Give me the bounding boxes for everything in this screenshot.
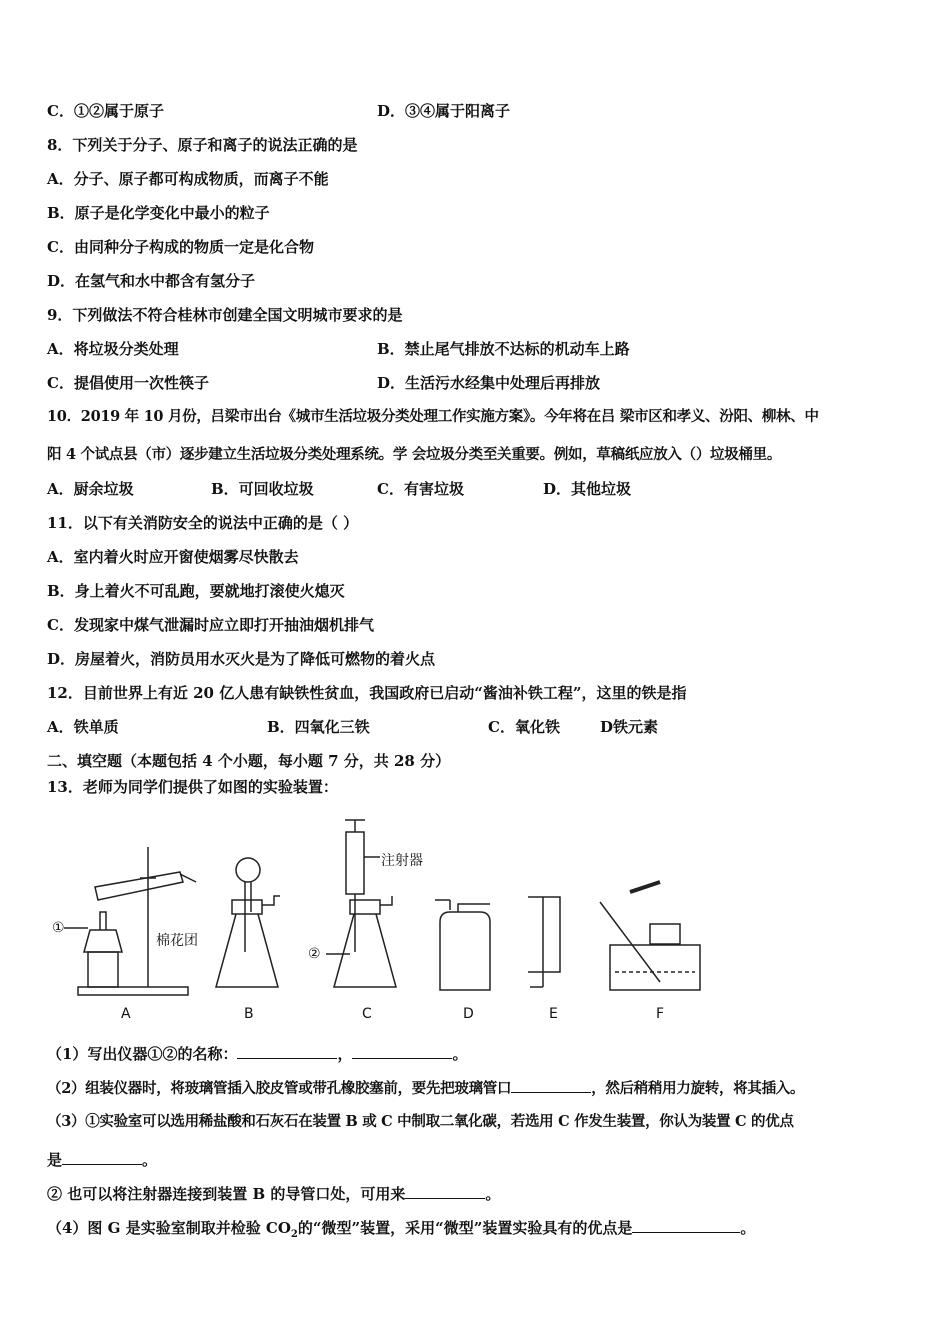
- q10-option-c: C．有害垃圾: [377, 480, 464, 498]
- q10-stem-line2: 阳 4 个试点县（市）逐步建立生活垃圾分类处理系统。学 会垃圾分类至关重要。例如，草稿纸应放入（）垃圾桶里。: [47, 446, 782, 463]
- q11-option-d: D．房屋着火，消防员用水灭火是为了降低可燃物的着火点: [47, 650, 436, 668]
- q7-option-d: D．③④属于阳离子: [377, 102, 511, 120]
- q9-option-d: D．生活污水经集中处理后再排放: [377, 374, 601, 392]
- q7-option-c: C．①②属于原子: [47, 102, 164, 120]
- figure-caption-e: E: [549, 1006, 558, 1022]
- apparatus-e: [528, 897, 560, 987]
- apparatus-a: [64, 847, 196, 995]
- q13-part4-text2: 的“微型”装置，采用“微型”装置实验具有的优点是: [297, 1219, 633, 1237]
- answer-blank-1[interactable]: [237, 1044, 337, 1059]
- figure-label-2: ②: [308, 946, 321, 962]
- answer-blank-5[interactable]: [405, 1184, 485, 1199]
- q13-part3-line2: [47, 1150, 157, 1170]
- q13-part3-sub2-end: 。: [485, 1185, 501, 1203]
- q13-part1-text: （1）写出仪器①②的名称：: [47, 1045, 238, 1063]
- q10-option-a: A．厨余垃圾: [47, 480, 134, 498]
- q9-option-a: A．将垃圾分类处理: [47, 340, 179, 358]
- section-2-heading: 二、填空题（本题包括 4 个小题，每小题 7 分，共 28 分）: [47, 752, 451, 770]
- q11-option-c: C．发现家中煤气泄漏时应立即打开抽油烟机排气: [47, 616, 374, 634]
- q13-part1: [47, 1044, 467, 1064]
- answer-blank-3[interactable]: [511, 1078, 591, 1093]
- q9-option-b: B．禁止尾气排放不达标的机动车上路: [377, 340, 630, 358]
- q8-option-a: A．分子、原子都可构成物质，而离子不能: [47, 170, 329, 188]
- q13-part2-text: （2）组装仪器时，将玻璃管插入胶皮管或带孔橡胶塞前，要先把玻璃管口: [47, 1080, 512, 1097]
- q12-stem: 12．目前世界上有近 20 亿人患有缺铁性贫血，我国政府已启动“酱油补铁工程”，这里的铁是指: [47, 684, 687, 702]
- apparatus-f: [600, 882, 700, 990]
- q8-option-d: D．在氢气和水中都含有氢分子: [47, 272, 256, 290]
- q10-option-b: B．可回收垃圾: [211, 480, 314, 498]
- apparatus-figure: [40, 812, 720, 1002]
- figure-caption-f: F: [656, 1006, 665, 1022]
- q12-option-a: A．铁单质: [47, 718, 119, 736]
- q13-part2-end: ，然后稍稍用力旋转，将其插入。: [591, 1080, 805, 1097]
- q13-part3-sub2-text: ② 也可以将注射器连接到装置 B 的导管口处，可用来: [47, 1185, 406, 1203]
- q13-part4-text: （4）图 G 是实验室制取并检验 CO: [47, 1219, 291, 1237]
- q12-option-b: B．四氧化三铁: [267, 718, 370, 736]
- q9-option-c: C．提倡使用一次性筷子: [47, 374, 209, 392]
- figure-label-syringe: 注射器: [381, 853, 423, 869]
- q13-stem: 13．老师为同学们提供了如图的实验装置：: [47, 778, 338, 796]
- apparatus-d: [435, 900, 490, 990]
- apparatus-b: [216, 858, 280, 987]
- figure-label-cotton: 棉花团: [156, 933, 198, 949]
- figure-caption-c: C: [362, 1006, 372, 1022]
- q13-part3-text: 是: [47, 1151, 63, 1169]
- q8-option-b: B．原子是化学变化中最小的粒子: [47, 204, 270, 222]
- q13-part4: [47, 1218, 755, 1245]
- q13-part4-end: 。: [740, 1219, 756, 1237]
- answer-blank-4[interactable]: [62, 1150, 142, 1165]
- q8-option-c: C．由同种分子构成的物质一定是化合物: [47, 238, 314, 256]
- figure-label-1: ①: [52, 920, 65, 936]
- q13-part2: [47, 1078, 804, 1099]
- q9-stem: 9．下列做法不符合桂林市创建全国文明城市要求的是: [47, 306, 403, 324]
- q12-option-c: C．氧化铁: [488, 718, 560, 736]
- figure-caption-a: A: [121, 1006, 131, 1022]
- q11-option-a: A．室内着火时应开窗使烟雾尽快散去: [47, 548, 299, 566]
- apparatus-c: [326, 820, 396, 987]
- q13-part3-end: 。: [142, 1151, 158, 1169]
- q10-stem-line1: 10．2019 年 10 月份，吕梁市出台《城市生活垃圾分类处理工作实施方案》。今年将在吕 梁市区和孝义、汾阳、柳林、中: [47, 408, 819, 425]
- q13-part3-line1: （3）①实验室可以选用稀盐酸和石灰石在装置 B 或 C 中制取二氧化碳，若选用 C 作发生装置，你认为装置 C 的优点: [47, 1113, 794, 1130]
- answer-blank-2[interactable]: [352, 1044, 452, 1059]
- q11-stem: 11．以下有关消防安全的说法中正确的是（ ）: [47, 514, 359, 532]
- co2-subscript: 2: [290, 1229, 298, 1240]
- q11-option-b: B．身上着火不可乱跑，要就地打滚使火熄灭: [47, 582, 345, 600]
- q13-part1-end: 。: [452, 1045, 468, 1063]
- q12-option-d: D铁元素: [600, 718, 659, 736]
- answer-blank-6[interactable]: [632, 1218, 740, 1233]
- figure-caption-b: B: [244, 1006, 254, 1022]
- q10-option-d: D．其他垃圾: [543, 480, 632, 498]
- q13-part3-sub2: [47, 1184, 500, 1204]
- q13-part1-comma: ，: [337, 1045, 353, 1063]
- figure-caption-d: D: [463, 1006, 474, 1022]
- q8-stem: 8．下列关于分子、原子和离子的说法正确的是: [47, 136, 358, 154]
